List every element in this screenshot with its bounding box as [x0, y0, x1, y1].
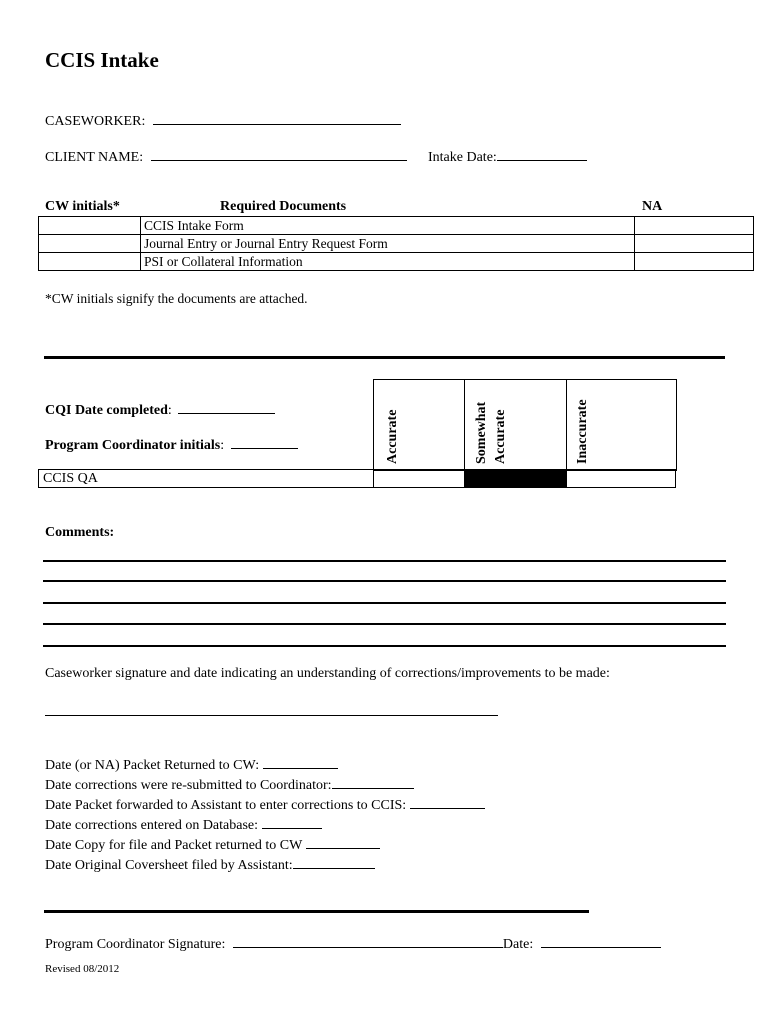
date-label: Date Packet forwarded to Assistant to enter corrections to CCIS:	[45, 798, 407, 813]
na-cell[interactable]	[635, 253, 754, 271]
date-blank[interactable]	[306, 835, 380, 849]
qa-row-label: CCIS QA	[39, 470, 374, 488]
initials-cell[interactable]	[39, 253, 141, 271]
comment-line[interactable]	[43, 623, 726, 625]
client-name-field	[45, 146, 407, 166]
date-row-filed	[45, 855, 485, 875]
signature-statement: Caseworker signature and date indicating an understanding of corrections/improvements to be made:	[45, 666, 610, 681]
document-name: PSI or Collateral Information	[141, 253, 635, 271]
date-blank[interactable]	[410, 795, 485, 809]
intake-date-label: Intake Date:	[428, 150, 497, 165]
coordinator-signature-blank[interactable]	[233, 933, 503, 948]
rating-column-divider	[464, 380, 465, 470]
coordinator-initials-label: Program Coordinator initials	[45, 438, 221, 453]
coordinator-initials-colon: :	[220, 438, 225, 453]
client-name-label: CLIENT NAME:	[45, 150, 144, 165]
header-accurate: Accurate	[385, 409, 400, 464]
qa-rating-table	[38, 469, 676, 488]
rating-header-box	[373, 379, 677, 471]
table-row	[39, 235, 754, 253]
coordinator-signature-label: Program Coordinator Signature:	[45, 937, 226, 952]
table-row	[39, 470, 676, 488]
form-title: CCIS Intake	[45, 48, 159, 72]
date-row-forwarded	[45, 795, 485, 815]
rating-column-divider	[566, 380, 567, 470]
date-label: Date (or NA) Packet Returned to CW:	[45, 758, 260, 773]
cqi-date-colon: :	[167, 403, 172, 418]
na-cell[interactable]	[635, 217, 754, 235]
na-cell[interactable]	[635, 235, 754, 253]
date-label: Date Copy for file and Packet returned to CW	[45, 838, 303, 853]
date-label: Date Original Coversheet filed by Assistant:	[45, 858, 293, 873]
date-label: Date corrections entered on Database:	[45, 818, 259, 833]
date-blank[interactable]	[293, 855, 375, 869]
document-name: Journal Entry or Journal Entry Request Form	[141, 235, 635, 253]
date-row-entered	[45, 815, 485, 835]
comment-line[interactable]	[43, 560, 726, 562]
comment-line[interactable]	[43, 580, 726, 582]
initials-cell[interactable]	[39, 217, 141, 235]
date-label: Date corrections were re-submitted to Coordinator:	[45, 778, 332, 793]
date-blank[interactable]	[262, 815, 322, 829]
header-inaccurate: Inaccurate	[575, 399, 590, 464]
col-header-initials: CW initials*	[45, 199, 120, 214]
comment-line[interactable]	[43, 645, 726, 647]
initials-cell[interactable]	[39, 235, 141, 253]
caseworker-signature-line[interactable]	[45, 715, 498, 716]
caseworker-field	[45, 110, 401, 130]
date-blank[interactable]	[332, 775, 414, 789]
cqi-date-field	[45, 399, 275, 419]
revised-note: Revised 08/2012	[45, 963, 120, 975]
date-blank[interactable]	[263, 755, 338, 769]
intake-date-blank[interactable]	[497, 146, 587, 161]
caseworker-blank[interactable]	[153, 110, 401, 125]
date-row-copy	[45, 835, 485, 855]
date-row-resubmitted	[45, 775, 485, 795]
section-divider	[44, 910, 589, 913]
date-row-returned	[45, 755, 485, 775]
table-row	[39, 253, 754, 271]
initials-note: *CW initials signify the documents are attached.	[45, 291, 308, 306]
coordinator-initials-field	[45, 434, 298, 454]
coordinator-date-blank[interactable]	[541, 933, 661, 948]
somewhat-accurate-cell-shaded	[465, 470, 567, 488]
intake-date-field	[428, 146, 587, 166]
cqi-date-blank[interactable]	[178, 399, 275, 414]
section-divider	[44, 356, 725, 359]
cqi-date-label: CQI Date completed	[45, 403, 168, 418]
coordinator-signature-field	[45, 933, 661, 953]
document-name: CCIS Intake Form	[141, 217, 635, 235]
caseworker-label: CASEWORKER:	[45, 114, 146, 129]
coordinator-date-label: Date:	[502, 937, 534, 952]
accurate-cell[interactable]	[374, 470, 465, 488]
col-header-required: Required Documents	[220, 199, 347, 214]
comments-label: Comments:	[45, 525, 115, 540]
required-documents-table	[38, 216, 754, 271]
inaccurate-cell[interactable]	[567, 470, 676, 488]
client-name-blank[interactable]	[151, 146, 407, 161]
header-somewhat-line2: Accurate	[493, 409, 508, 464]
coordinator-initials-blank[interactable]	[231, 434, 298, 449]
dates-block	[45, 755, 485, 875]
col-header-na: NA	[642, 199, 663, 214]
comment-line[interactable]	[43, 602, 726, 604]
header-somewhat-line1: Somewhat	[474, 401, 489, 464]
table-row	[39, 217, 754, 235]
